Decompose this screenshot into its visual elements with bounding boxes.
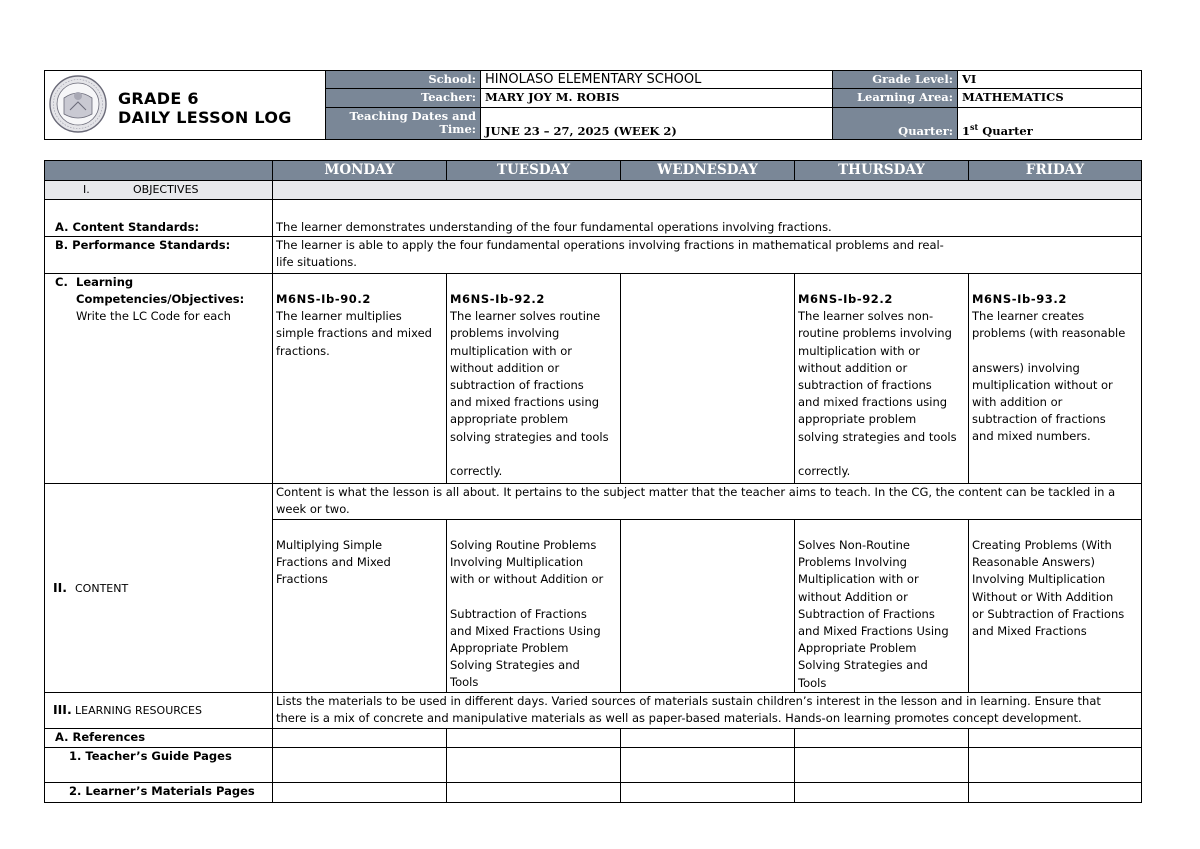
performance-standards-line1: The learner is able to apply the four fundamental operations involving fractions in mathematical problems and real- xyxy=(276,238,944,252)
teaching-dates-label xyxy=(326,107,481,140)
resources-desc-line1: Lists the materials to be used in different days. Varied sources of materials sustain children’s interest in the lesson and in learning. Ensure that xyxy=(276,693,1101,708)
objectives-row xyxy=(45,181,1142,200)
deped-seal-icon xyxy=(48,74,108,134)
competency-wednesday xyxy=(621,274,795,484)
content-monday: Multiplying Simple Fractions and Mixed Fractions xyxy=(273,520,447,693)
resources-label: LEARNING RESOURCES xyxy=(75,704,202,718)
day-header-blank xyxy=(45,161,273,181)
performance-standards-line2: life situations. xyxy=(276,255,357,270)
content-standards-text: The learner demonstrates understanding of the four fundamental operations involving fractions. xyxy=(273,200,1142,237)
performance-standards-label: B. Performance Standards: xyxy=(45,237,273,274)
learning-area-label: Learning Area: xyxy=(833,89,958,107)
resources-row xyxy=(45,692,1142,728)
competency-tuesday: M6NS-Ib-92.2 The learner solves routine problems involving multiplication with or without addition or subtraction of fractions and mixed fractions using appropriate problem solving strategies and tools correctly. xyxy=(447,274,621,484)
lc-code-monday: M6NS-Ib-90.2 xyxy=(276,292,371,306)
quarter-suffix: st xyxy=(970,122,979,133)
performance-standards-row xyxy=(45,237,1142,274)
competencies-letter: C. xyxy=(55,275,68,289)
competency-thursday: M6NS-Ib-92.2 The learner solves non- routine problems involving multiplication with or without addition or subtraction of fractions and mixed fractions using appropriate problem solving strategies and tools correctly. xyxy=(795,274,969,484)
quarter-number: 1 xyxy=(962,124,971,138)
lc-code-thursday: M6NS-Ib-92.2 xyxy=(798,292,893,306)
competency-friday: M6NS-Ib-93.2 The learner creates problems (with reasonable answers) involving multiplication without or with addition or subtraction of fractions and mixed numbers. xyxy=(969,274,1142,484)
content-thursday: Solves Non-Routine Problems Involving Multiplication with or without Addition or Subtraction of Fractions and Mixed Fractions Using Appropriate Problem Solving Strategies and Tools xyxy=(795,520,969,693)
resources-heading xyxy=(45,692,273,728)
objectives-heading xyxy=(45,181,273,200)
learning-area-value: MATHEMATICS xyxy=(958,89,1142,107)
content-standards-label: A. Content Standards: xyxy=(45,200,273,237)
content-description xyxy=(273,484,1142,520)
lc-code-friday: M6NS-Ib-93.2 xyxy=(972,292,1067,306)
competencies-line2: Competencies/Objectives: xyxy=(76,292,245,307)
content-label: CONTENT xyxy=(75,581,129,595)
content-friday: Creating Problems (With Reasonable Answers) Involving Multiplication Without or With Addition or Subtraction of Fractions and Mixed Fractions xyxy=(969,520,1142,693)
content-wednesday xyxy=(621,520,795,693)
teacher-value: MARY JOY M. ROBIS xyxy=(481,89,833,107)
content-desc-line1: Content is what the lesson is all about. It pertains to the subject matter that the teacher aims to teach. In the CG, the content can be tackled in a xyxy=(276,485,1116,499)
objectives-num: I. xyxy=(83,183,90,197)
resources-description xyxy=(273,692,1142,728)
grade-level-value: VI xyxy=(958,71,1142,89)
day-monday: MONDAY xyxy=(273,161,447,181)
day-header-row xyxy=(45,161,1142,181)
competencies-row xyxy=(45,274,1142,484)
quarter-label: Quarter: xyxy=(833,107,958,140)
day-wednesday: WEDNESDAY xyxy=(621,161,795,181)
teachers-guide-row xyxy=(45,747,1142,782)
content-standards-row xyxy=(45,200,1142,237)
resources-num: III. xyxy=(53,702,72,718)
references-row xyxy=(45,728,1142,747)
school-label: School: xyxy=(326,71,481,89)
content-desc-line2: week or two. xyxy=(276,502,350,517)
content-heading xyxy=(45,484,273,693)
teachers-guide-label: 1. Teacher’s Guide Pages xyxy=(45,747,273,782)
day-friday: FRIDAY xyxy=(969,161,1142,181)
content-tuesday: Solving Routine Problems Involving Multiplication with or without Addition or Subtraction of Fractions and Mixed Fractions Using Appropriate Problem Solving Strategies and Tools xyxy=(447,520,621,693)
day-thursday: THURSDAY xyxy=(795,161,969,181)
school-value: HINOLASO ELEMENTARY SCHOOL xyxy=(481,71,833,89)
title-dll: DAILY LESSON LOG xyxy=(118,108,292,127)
references-label: A. References xyxy=(45,728,273,747)
competencies-line3: Write the LC Code for each xyxy=(76,309,231,324)
lesson-log-table xyxy=(44,160,1142,803)
teaching-dates-label-line2: Time: xyxy=(439,122,476,137)
content-num: II. xyxy=(53,579,68,595)
learners-materials-label: 2. Learner’s Materials Pages xyxy=(45,782,273,802)
resources-desc-line2: there is a mix of concrete and manipulative materials as well as paper-based materials. Hands-on learning promotes concept development. xyxy=(276,711,1082,726)
teaching-dates-label-line1: Teaching Dates and xyxy=(349,109,476,124)
competencies-line1: Learning xyxy=(76,275,134,289)
teacher-label: Teacher: xyxy=(326,89,481,107)
title-grade: GRADE 6 xyxy=(118,89,199,108)
teaching-dates-value: JUNE 23 – 27, 2025 (WEEK 2) xyxy=(481,107,833,140)
grade-level-label: Grade Level: xyxy=(833,71,958,89)
quarter-word: Quarter xyxy=(982,124,1033,138)
objectives-label: OBJECTIVES xyxy=(133,183,199,197)
competencies-label xyxy=(45,274,273,484)
performance-standards-text xyxy=(273,237,1142,274)
day-tuesday: TUESDAY xyxy=(447,161,621,181)
learners-materials-row xyxy=(45,782,1142,802)
quarter-value xyxy=(958,107,1142,140)
objectives-blank xyxy=(273,181,1142,200)
lesson-log-title xyxy=(118,89,292,127)
lc-code-tuesday: M6NS-Ib-92.2 xyxy=(450,292,545,306)
content-desc-row xyxy=(45,484,1142,520)
competency-monday: M6NS-Ib-90.2 The learner multiplies simple fractions and mixed fractions. xyxy=(273,274,447,484)
lesson-log-header xyxy=(44,70,1141,140)
